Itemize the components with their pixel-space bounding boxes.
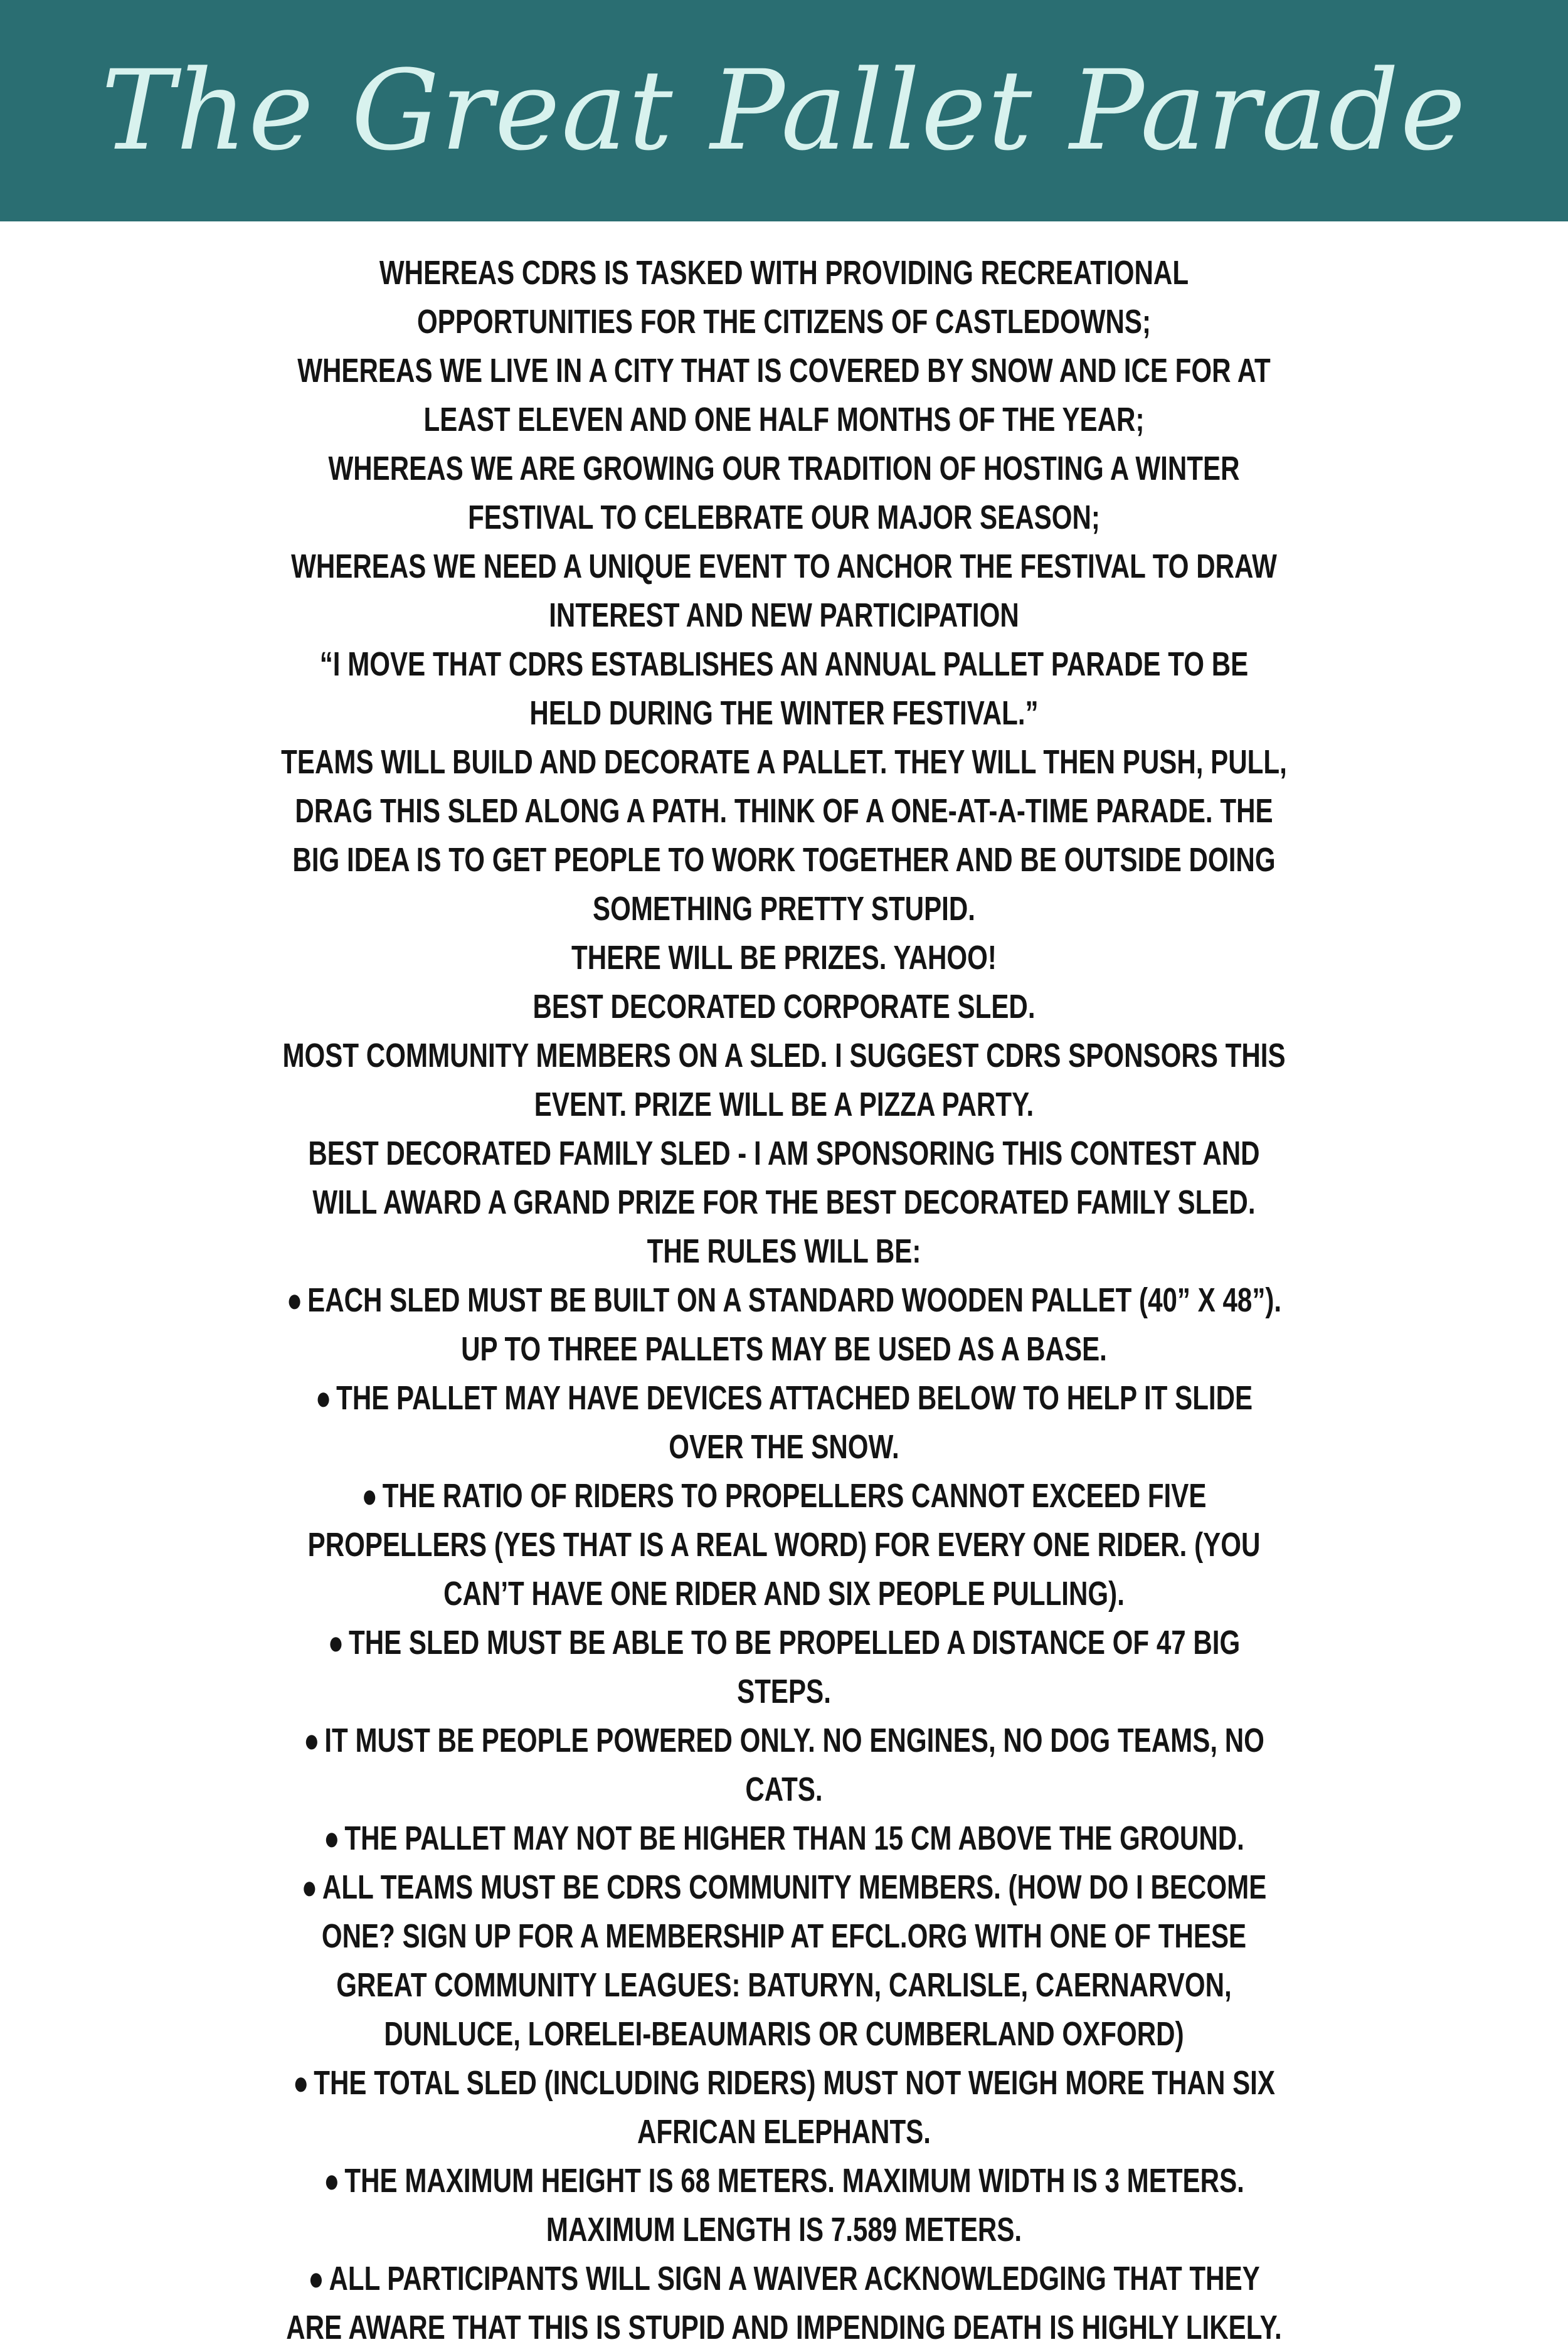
title-banner	[0, 0, 1568, 221]
rule-item	[280, 2058, 1288, 2156]
black-circle-icon: ●	[324, 2162, 340, 2200]
black-circle-icon: ●	[304, 1722, 320, 1759]
rule-text: ALL PARTICIPANTS WILL SIGN A WAIVER ACKNOWLEDGING THAT THEY ARE AWARE THAT THIS IS STUPID AND IMPENDING DEATH IS HIGHLY LIKELY.	[286, 2260, 1282, 2346]
rule-text: IT MUST BE PEOPLE POWERED ONLY. NO ENGINES, NO DOG TEAMS, NO CATS.	[324, 1722, 1264, 1808]
whereas-clause: WHEREAS CDRS IS TASKED WITH PROVIDING RECREATIONAL OPPORTUNITIES FOR THE CITIZENS OF CASTLEDOWNS;	[379, 254, 1189, 341]
rule-item	[280, 1276, 1288, 1374]
event-description: TEAMS WILL BUILD AND DECORATE A PALLET. THEY WILL THEN PUSH, PULL, DRAG THIS SLED ALONG A PATH. THINK OF A ONE-AT-A-TIME PARADE. THE BIG IDEA IS TO GET PEOPLE TO WORK TOGETHER AND BE OUTSIDE DOING SOMETHING PRETTY STUPID.	[281, 743, 1287, 928]
rule-item	[280, 1814, 1288, 1863]
rule-text: EACH SLED MUST BE BUILT ON A STANDARD WOODEN PALLET (40” X 48”). UP TO THREE PALLETS MAY BE USED AS A BASE.	[307, 1281, 1282, 1368]
rule-item	[280, 2156, 1288, 2254]
black-circle-icon: ●	[301, 1868, 318, 1906]
rule-item	[280, 1716, 1288, 1814]
rule-text: THE PALLET MAY HAVE DEVICES ATTACHED BELOW TO HELP IT SLIDE OVER THE SNOW.	[336, 1379, 1253, 1466]
page-title: The Great Pallet Parade	[101, 46, 1467, 175]
black-circle-icon: ●	[293, 2064, 309, 2102]
prize-item: BEST DECORATED FAMILY SLED - I AM SPONSORING THIS CONTEST AND WILL AWARD A GRAND PRIZE FOR THE BEST DECORATED FAMILY SLED.	[308, 1135, 1260, 1221]
rules-heading: THE RULES WILL BE:	[647, 1232, 921, 1270]
black-circle-icon: ●	[315, 1379, 332, 1417]
rule-text: THE RATIO OF RIDERS TO PROPELLERS CANNOT EXCEED FIVE PROPELLERS (YES THAT IS A REAL WORD) FOR EVERY ONE RIDER. (YOU CAN’T HAVE ONE RIDER AND SIX PEOPLE PULLING).	[307, 1477, 1261, 1613]
rule-text: ALL TEAMS MUST BE CDRS COMMUNITY MEMBERS. (HOW DO I BECOME ONE? SIGN UP FOR A MEMBERSHIP AT EFCL.ORG WITH ONE OF THESE GREAT COMMUNITY LEAGUES: BATURYN, CARLISLE, CAERNARVON, DUNLUCE, LORELEI-BEAUMARIS OR CUMBERLAND OXFORD)	[321, 1868, 1267, 2053]
rule-item	[280, 1618, 1288, 1716]
rule-text: THE PALLET MAY NOT BE HIGHER THAN 15 CM ABOVE THE GROUND.	[344, 1820, 1244, 1857]
motion-body	[280, 248, 1288, 2352]
black-circle-icon: ●	[361, 1477, 378, 1515]
black-circle-icon: ●	[308, 2260, 324, 2297]
motion-statement: “I MOVE THAT CDRS ESTABLISHES AN ANNUAL PALLET PARADE TO BE HELD DURING THE WINTER FESTIVAL.”	[319, 645, 1249, 732]
rule-item	[280, 1374, 1288, 1471]
whereas-clause: WHEREAS WE LIVE IN A CITY THAT IS COVERED BY SNOW AND ICE FOR AT LEAST ELEVEN AND ONE HALF MONTHS OF THE YEAR;	[297, 352, 1271, 438]
prizes-intro: THERE WILL BE PRIZES. YAHOO!	[571, 939, 997, 977]
black-circle-icon: ●	[324, 1820, 340, 1857]
prize-item: BEST DECORATED CORPORATE SLED.	[532, 988, 1036, 1025]
black-circle-icon: ●	[327, 1624, 344, 1661]
rule-item	[280, 1863, 1288, 2058]
rule-item	[280, 1471, 1288, 1618]
rule-text: THE SLED MUST BE ABLE TO BE PROPELLED A DISTANCE OF 47 BIG STEPS.	[348, 1624, 1241, 1710]
rule-item	[280, 2254, 1288, 2352]
whereas-clause: WHEREAS WE NEED A UNIQUE EVENT TO ANCHOR THE FESTIVAL TO DRAW INTEREST AND NEW PARTICIPATION	[291, 548, 1277, 634]
rule-text: THE MAXIMUM HEIGHT IS 68 METERS. MAXIMUM WIDTH IS 3 METERS. MAXIMUM LENGTH IS 7.589 METERS.	[344, 2162, 1244, 2249]
black-circle-icon: ●	[286, 1281, 303, 1319]
whereas-clause: WHEREAS WE ARE GROWING OUR TRADITION OF HOSTING A WINTER FESTIVAL TO CELEBRATE OUR MAJOR SEASON;	[328, 450, 1240, 536]
rule-text: THE TOTAL SLED (INCLUDING RIDERS) MUST NOT WEIGH MORE THAN SIX AFRICAN ELEPHANTS.	[314, 2064, 1275, 2151]
prize-item: MOST COMMUNITY MEMBERS ON A SLED. I SUGGEST CDRS SPONSORS THIS EVENT. PRIZE WILL BE A PIZZA PARTY.	[282, 1037, 1286, 1123]
